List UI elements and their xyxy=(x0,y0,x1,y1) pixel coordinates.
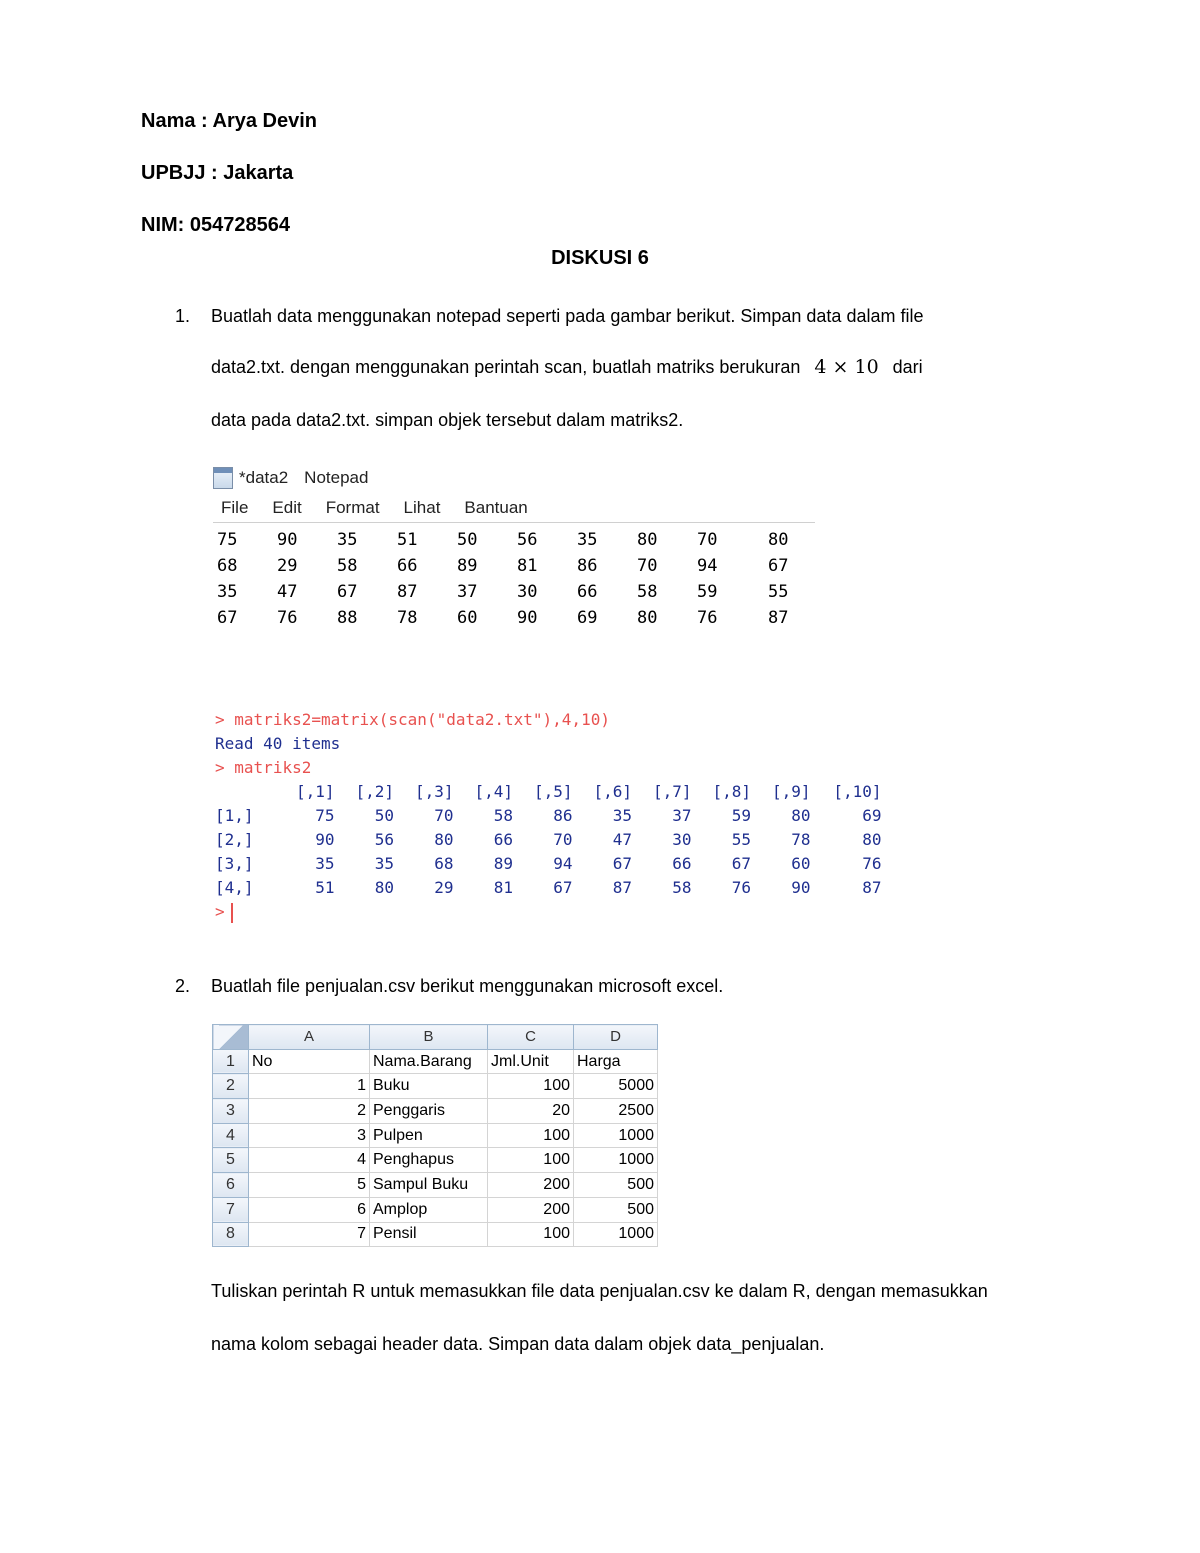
r-matrix-cell: 58 xyxy=(672,878,692,897)
r-matrix-col-header: [,9] xyxy=(771,782,811,801)
excel-row xyxy=(213,1049,658,1074)
notepad-value: 89 xyxy=(457,556,478,576)
notepad-value: 90 xyxy=(517,608,538,628)
question-1-line-2-end: dari xyxy=(892,357,923,377)
excel-row xyxy=(213,1074,658,1099)
r-matrix-cell: 80 xyxy=(374,878,394,897)
r-matrix-cell: 50 xyxy=(374,806,394,825)
notepad-value: 70 xyxy=(637,556,658,576)
excel-cell[interactable]: Buku xyxy=(370,1074,488,1099)
excel-column-header-row xyxy=(213,1025,658,1050)
student-name: Nama : Arya Devin xyxy=(141,110,317,132)
notepad-value: 66 xyxy=(397,556,418,576)
notepad-file-title: *data2 xyxy=(239,468,289,487)
r-output-read: Read 40 items xyxy=(215,734,341,753)
r-prompt: > xyxy=(215,902,225,921)
notepad-value: 30 xyxy=(517,582,538,602)
r-prompt: > xyxy=(215,710,225,729)
notepad-value: 76 xyxy=(277,608,298,628)
r-matrix-row-label: [2,] xyxy=(215,830,254,849)
notepad-value: 88 xyxy=(337,608,358,628)
r-cursor[interactable] xyxy=(231,903,233,923)
r-matrix-cell: 76 xyxy=(862,854,882,873)
excel-column-header[interactable]: D xyxy=(574,1025,658,1050)
r-matrix-col-header: [,7] xyxy=(652,782,692,801)
excel-screenshot xyxy=(212,1024,658,1247)
excel-row xyxy=(213,1148,658,1173)
r-matrix-col-header: [,1] xyxy=(295,782,335,801)
r-matrix-cell: 90 xyxy=(791,878,811,897)
r-matrix-cell: 30 xyxy=(672,830,692,849)
excel-cell[interactable]: Pensil xyxy=(370,1222,488,1247)
r-matrix-cell: 35 xyxy=(315,854,335,873)
excel-row-header[interactable]: 7 xyxy=(213,1197,249,1222)
r-matrix-cell: 78 xyxy=(791,830,811,849)
notepad-value: 67 xyxy=(337,582,358,602)
notepad-row xyxy=(217,527,828,553)
excel-cell[interactable]: No xyxy=(249,1049,370,1074)
r-matrix-cell: 37 xyxy=(672,806,692,825)
notepad-data[interactable] xyxy=(217,527,828,631)
excel-cell[interactable]: 500 xyxy=(574,1197,658,1222)
question-2-line-1: Buatlah file penjualan.csv berikut menggunakan microsoft excel. xyxy=(211,976,724,996)
r-matrix-cell: 35 xyxy=(374,854,394,873)
r-matrix-cell: 35 xyxy=(612,806,632,825)
notepad-value: 67 xyxy=(768,556,789,576)
excel-row-header[interactable]: 3 xyxy=(213,1099,249,1124)
excel-cell[interactable]: 500 xyxy=(574,1173,658,1198)
excel-cell[interactable]: 4 xyxy=(249,1148,370,1173)
r-matrix-cell: 56 xyxy=(374,830,394,849)
r-matrix-cell: 89 xyxy=(493,854,513,873)
r-matrix-row-label: [3,] xyxy=(215,854,254,873)
notepad-value: 29 xyxy=(277,556,298,576)
excel-cell[interactable]: 100 xyxy=(488,1074,574,1099)
excel-row-header[interactable]: 5 xyxy=(213,1148,249,1173)
excel-cell[interactable]: Pulpen xyxy=(370,1123,488,1148)
excel-row-header[interactable]: 4 xyxy=(213,1123,249,1148)
menu-edit[interactable]: Edit xyxy=(272,498,302,517)
r-matrix-cell: 55 xyxy=(731,830,751,849)
excel-cell[interactable]: 1000 xyxy=(574,1222,658,1247)
excel-cell[interactable]: 3 xyxy=(249,1123,370,1148)
excel-row-header[interactable]: 6 xyxy=(213,1173,249,1198)
notepad-app-name: Notepad xyxy=(304,468,369,487)
notepad-value: 47 xyxy=(277,582,298,602)
r-matrix-col-header: [,5] xyxy=(533,782,573,801)
excel-cell[interactable]: 100 xyxy=(488,1148,574,1173)
excel-column-header[interactable]: C xyxy=(488,1025,574,1050)
excel-cell[interactable]: 200 xyxy=(488,1197,574,1222)
excel-cell[interactable]: Penghapus xyxy=(370,1148,488,1173)
r-command-print: matriks2 xyxy=(234,758,312,777)
excel-row xyxy=(213,1123,658,1148)
notepad-row xyxy=(217,579,828,605)
page-title: DISKUSI 6 xyxy=(551,247,649,269)
r-matrix-row-label: [4,] xyxy=(215,878,254,897)
excel-row xyxy=(213,1197,658,1222)
notepad-value: 94 xyxy=(697,556,718,576)
menu-bantuan[interactable]: Bantuan xyxy=(464,498,528,517)
r-matrix-row xyxy=(215,828,895,852)
notepad-value: 58 xyxy=(637,582,658,602)
notepad-value: 68 xyxy=(217,556,238,576)
notepad-value: 50 xyxy=(457,530,478,550)
notepad-value: 80 xyxy=(637,530,658,550)
excel-cell[interactable]: 2 xyxy=(249,1099,370,1124)
notepad-value: 66 xyxy=(577,582,598,602)
excel-cell[interactable]: Nama.Barang xyxy=(370,1049,488,1074)
question-2-line-2: Tuliskan perintah R untuk memasukkan file data penjualan.csv ke dalam R, dengan memasukkan xyxy=(211,1281,988,1301)
excel-row-header[interactable]: 1 xyxy=(213,1049,249,1074)
notepad-value: 67 xyxy=(217,608,238,628)
r-matrix-output xyxy=(215,780,895,900)
r-matrix-cell: 67 xyxy=(612,854,632,873)
notepad-value: 51 xyxy=(397,530,418,550)
r-matrix-cell: 94 xyxy=(553,854,573,873)
r-matrix-cell: 29 xyxy=(434,878,454,897)
notepad-value: 75 xyxy=(217,530,238,550)
r-matrix-cell: 58 xyxy=(493,806,513,825)
r-matrix-col-header: [,6] xyxy=(593,782,632,801)
r-console-screenshot xyxy=(215,708,895,924)
question-1-line-1: Buatlah data menggunakan notepad seperti pada gambar berikut. Simpan data dalam file xyxy=(211,306,924,326)
question-1-line-3: data pada data2.txt. simpan objek tersebut dalam matriks2. xyxy=(211,410,684,430)
excel-cell[interactable]: 100 xyxy=(488,1123,574,1148)
r-matrix-cell: 66 xyxy=(493,830,513,849)
r-matrix-cell: 80 xyxy=(434,830,454,849)
r-matrix-cell: 80 xyxy=(862,830,882,849)
excel-cell[interactable]: 200 xyxy=(488,1173,574,1198)
r-matrix-cell: 86 xyxy=(553,806,573,825)
excel-row xyxy=(213,1099,658,1124)
notepad-row xyxy=(217,605,828,631)
r-matrix-cell: 47 xyxy=(612,830,632,849)
notepad-value: 90 xyxy=(277,530,298,550)
excel-cell[interactable]: Amplop xyxy=(370,1197,488,1222)
r-matrix-cell: 67 xyxy=(553,878,573,897)
student-nim: NIM: 054728564 xyxy=(141,214,290,236)
r-matrix-cell: 90 xyxy=(315,830,335,849)
question-2-line-3: nama kolom sebagai header data. Simpan data dalam objek data_penjualan. xyxy=(211,1334,825,1354)
excel-select-all-corner[interactable] xyxy=(213,1025,249,1050)
notepad-screenshot xyxy=(213,464,815,629)
r-matrix-cell: 75 xyxy=(315,806,335,825)
notepad-value: 58 xyxy=(337,556,358,576)
notepad-divider xyxy=(213,522,815,523)
r-matrix-cell: 87 xyxy=(862,878,882,897)
excel-column-header[interactable]: B xyxy=(370,1025,488,1050)
notepad-value: 55 xyxy=(768,582,789,602)
notepad-value: 35 xyxy=(337,530,358,550)
r-matrix-cell: 60 xyxy=(791,854,811,873)
excel-cell[interactable]: Penggaris xyxy=(370,1099,488,1124)
r-matrix-cell: 51 xyxy=(315,878,335,897)
notepad-value: 35 xyxy=(577,530,598,550)
excel-cell[interactable]: 100 xyxy=(488,1222,574,1247)
r-command-matrix: matriks2=matrix(scan("data2.txt"),4,10) xyxy=(234,710,610,729)
excel-cell[interactable]: 6 xyxy=(249,1197,370,1222)
notepad-titlebar xyxy=(213,464,368,492)
excel-cell[interactable]: 20 xyxy=(488,1099,574,1124)
menu-lihat[interactable]: Lihat xyxy=(403,498,441,517)
excel-cell[interactable]: 1 xyxy=(249,1074,370,1099)
excel-cell[interactable]: 5000 xyxy=(574,1074,658,1099)
notepad-row xyxy=(217,553,828,579)
r-matrix-col-header: [,4] xyxy=(474,782,513,801)
excel-cell[interactable]: 2500 xyxy=(574,1099,658,1124)
excel-cell[interactable]: Jml.Unit xyxy=(488,1049,574,1074)
question-1-line-2 xyxy=(211,356,923,378)
excel-row xyxy=(213,1222,658,1247)
question-1-line-2-text: data2.txt. dengan menggunakan perintah scan, buatlah matriks berukuran xyxy=(211,357,801,377)
excel-cell[interactable]: 1000 xyxy=(574,1123,658,1148)
notepad-menubar xyxy=(213,498,544,518)
r-matrix-cell: 70 xyxy=(553,830,573,849)
r-matrix-cell: 67 xyxy=(731,854,751,873)
notepad-value: 76 xyxy=(697,608,718,628)
r-matrix-col-header: [,2] xyxy=(355,782,394,801)
excel-cell[interactable]: Sampul Buku xyxy=(370,1173,488,1198)
r-matrix-cell: 69 xyxy=(862,806,882,825)
r-matrix-cell: 59 xyxy=(731,806,751,825)
r-matrix-corner xyxy=(215,780,275,804)
menu-file[interactable]: File xyxy=(221,498,249,517)
notepad-value: 87 xyxy=(397,582,418,602)
r-matrix-row-label: [1,] xyxy=(215,806,254,825)
notepad-value: 78 xyxy=(397,608,418,628)
matrix-size-formula: 4 × 10 xyxy=(814,356,879,378)
excel-cell[interactable]: 7 xyxy=(249,1222,370,1247)
r-matrix-cell: 68 xyxy=(434,854,454,873)
notepad-value: 80 xyxy=(637,608,658,628)
excel-cell[interactable]: 1000 xyxy=(574,1148,658,1173)
r-matrix-row xyxy=(215,876,895,900)
r-matrix-cell: 87 xyxy=(612,878,632,897)
r-matrix-cell: 70 xyxy=(434,806,454,825)
notepad-value: 69 xyxy=(577,608,598,628)
student-upbjj: UPBJJ : Jakarta xyxy=(141,162,294,184)
notepad-value: 60 xyxy=(457,608,478,628)
excel-column-header[interactable]: A xyxy=(249,1025,370,1050)
r-matrix-cell: 80 xyxy=(791,806,811,825)
r-matrix-cell: 76 xyxy=(731,878,751,897)
notepad-value: 87 xyxy=(768,608,789,628)
excel-row xyxy=(213,1173,658,1198)
r-matrix-col-header: [,3] xyxy=(414,782,454,801)
r-prompt: > xyxy=(215,758,225,777)
notepad-value: 56 xyxy=(517,530,538,550)
notepad-value: 35 xyxy=(217,582,238,602)
question-2-number: 2. xyxy=(175,976,191,996)
r-matrix-col-header: [,8] xyxy=(712,782,751,801)
notepad-icon xyxy=(213,467,233,489)
r-matrix-header-row xyxy=(215,780,895,804)
notepad-value: 80 xyxy=(768,530,789,550)
r-matrix-row xyxy=(215,804,895,828)
excel-row-header[interactable]: 8 xyxy=(213,1222,249,1247)
excel-cell[interactable]: Harga xyxy=(574,1049,658,1074)
notepad-value: 86 xyxy=(577,556,598,576)
r-matrix-row xyxy=(215,852,895,876)
menu-format[interactable]: Format xyxy=(325,498,380,517)
question-1-number: 1. xyxy=(175,306,191,326)
notepad-value: 70 xyxy=(697,530,718,550)
notepad-value: 37 xyxy=(457,582,478,602)
notepad-value: 81 xyxy=(517,556,538,576)
r-matrix-cell: 81 xyxy=(493,878,513,897)
excel-cell[interactable]: 5 xyxy=(249,1173,370,1198)
r-matrix-col-header: [,10] xyxy=(833,782,882,801)
notepad-value: 59 xyxy=(697,582,718,602)
excel-row-header[interactable]: 2 xyxy=(213,1074,249,1099)
r-matrix-cell: 66 xyxy=(672,854,692,873)
